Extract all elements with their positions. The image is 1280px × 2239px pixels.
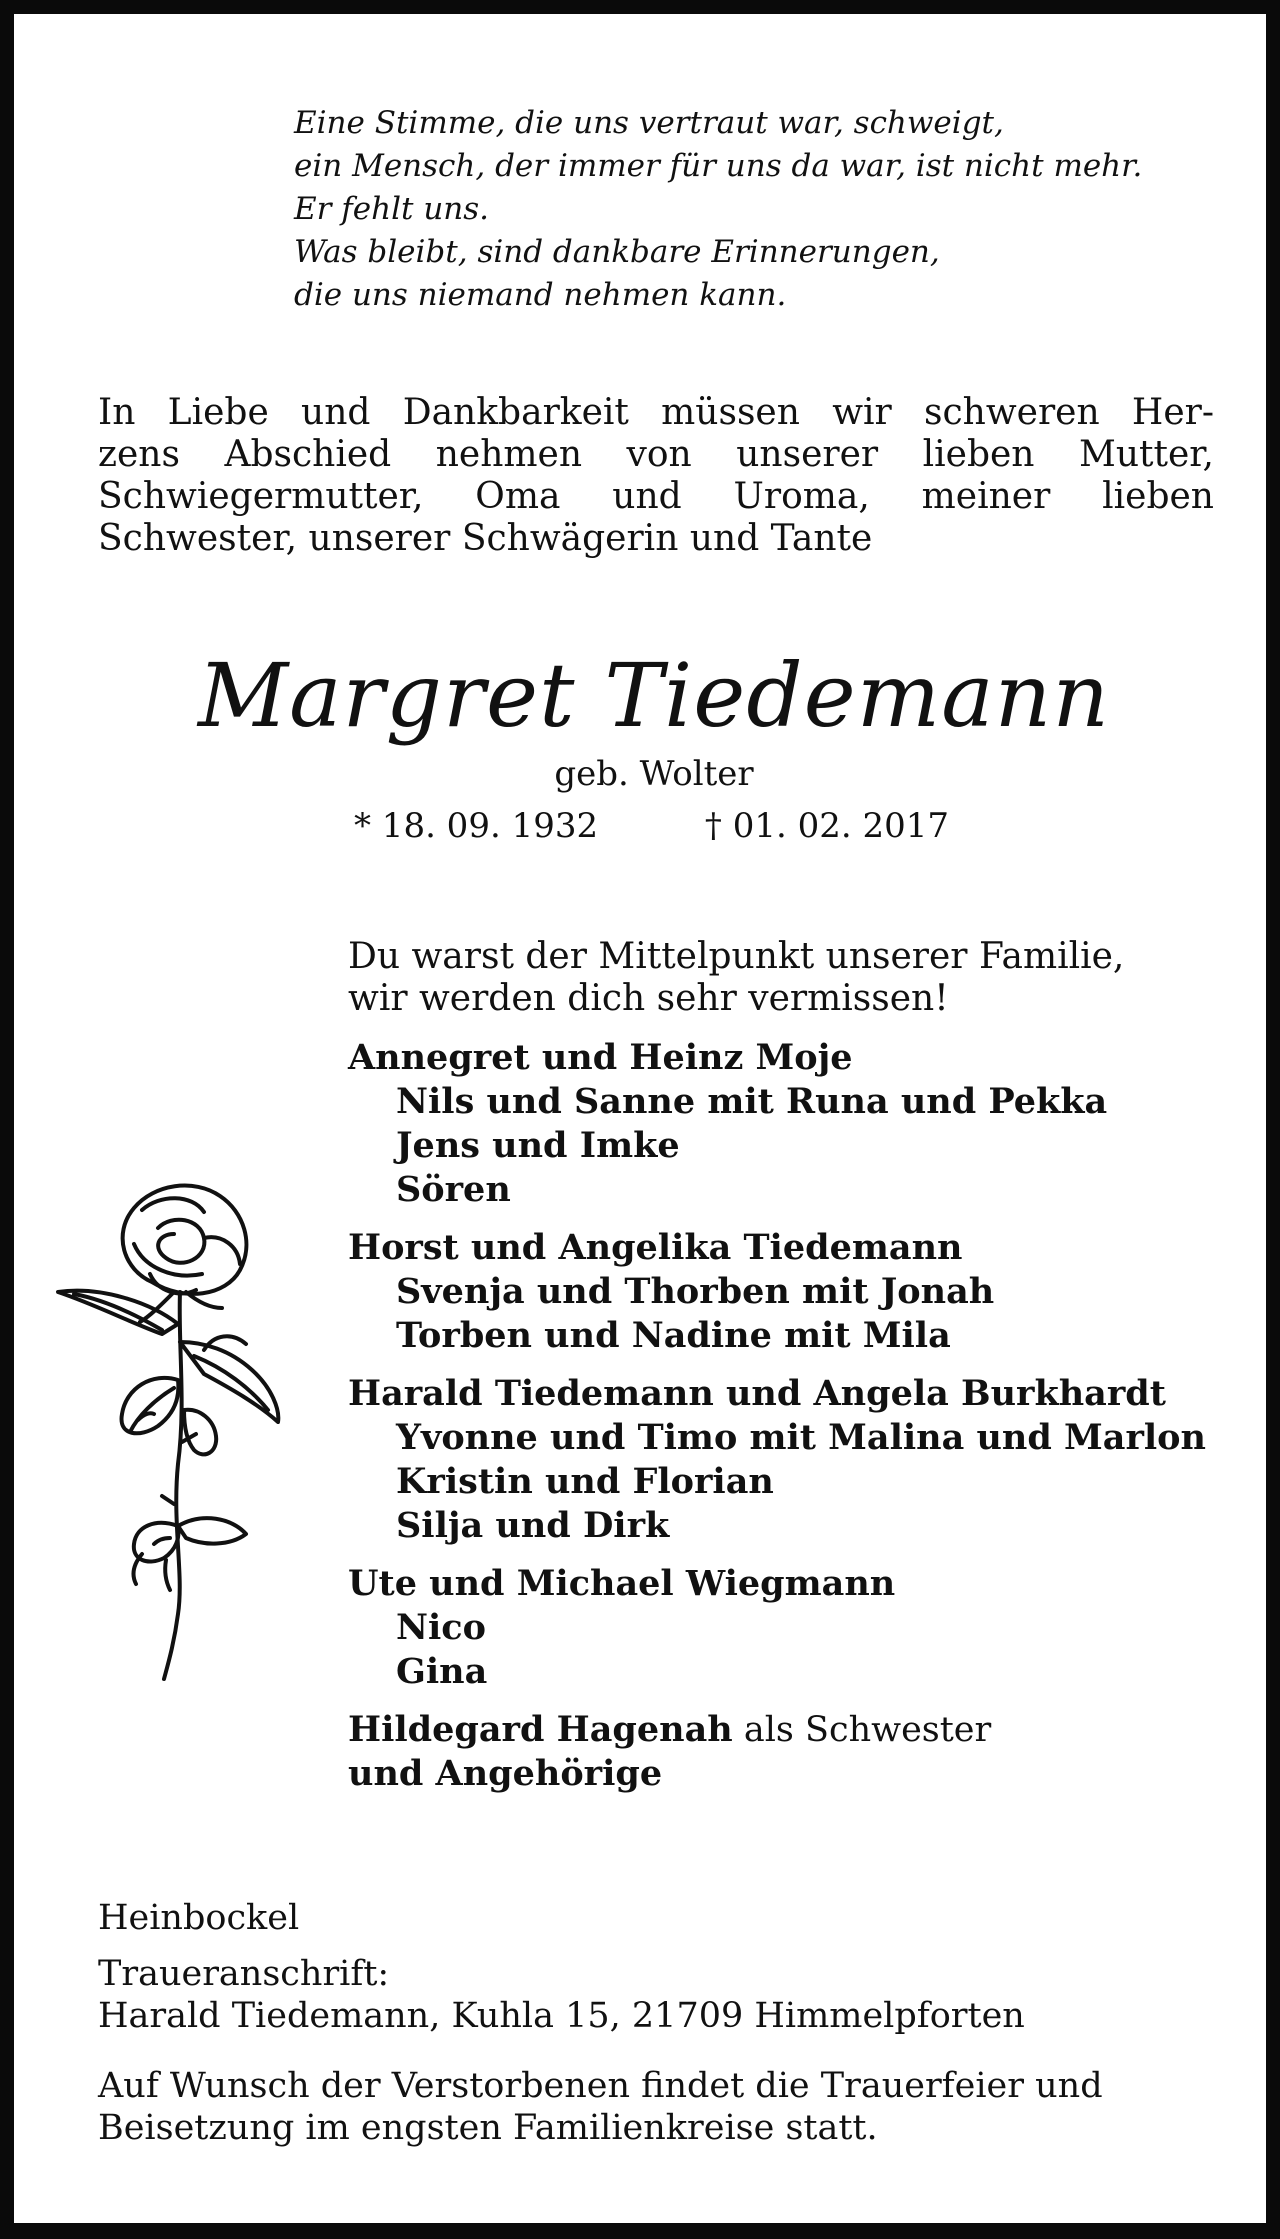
family-group: [348, 1562, 1248, 1694]
footer: [98, 1897, 1228, 2149]
family-member: Jens und Imke: [396, 1125, 680, 1166]
sister-role: als Schwester: [732, 1710, 992, 1750]
poem-line: Eine Stimme, die uns vertraut war, schweigt,: [294, 105, 1004, 141]
family-member: Torben und Nadine mit Mila: [396, 1315, 951, 1356]
life-dates: [354, 806, 949, 846]
family-group: [348, 1372, 1248, 1548]
family-head: Harald Tiedemann und Angela Burkhardt: [348, 1373, 1166, 1414]
tagline: [348, 936, 1124, 1020]
note-line: Beisetzung im engsten Familienkreise statt.: [98, 2108, 878, 2148]
family-member: Sören: [396, 1169, 511, 1210]
family-member: Gina: [396, 1651, 488, 1692]
note-line: Auf Wunsch der Verstorbenen findet die Trauerfeier und: [98, 2066, 1103, 2106]
intro-line: Schwiegermutter, Oma und Uroma, meiner lieben: [98, 476, 1214, 517]
poem-line: Was bleibt, sind dankbare Erinnerungen,: [294, 234, 940, 270]
family-member: Yvonne und Timo mit Malina und Marlon: [396, 1417, 1206, 1458]
family-member: Nico: [396, 1607, 486, 1648]
family-member: Nils und Sanne mit Runa und Pekka: [396, 1081, 1108, 1122]
death-date: † 01. 02. 2017: [704, 806, 949, 846]
family-head: Horst und Angelika Tiedemann: [348, 1227, 963, 1268]
poem: [294, 102, 1254, 317]
rose-icon: [54, 1174, 324, 1684]
family-member: Silja und Dirk: [396, 1505, 670, 1546]
family-member: Kristin und Florian: [396, 1461, 774, 1502]
poem-line: die uns niemand nehmen kann.: [294, 277, 787, 313]
intro-line: In Liebe und Dankbarkeit müssen wir schweren Her-: [98, 392, 1214, 433]
family-member: Svenja und Thorben mit Jonah: [396, 1271, 995, 1312]
intro-paragraph: [98, 392, 1214, 560]
intro-line: zens Abschied nehmen von unserer lieben Mutter,: [98, 434, 1214, 475]
family-group: [348, 1226, 1248, 1358]
relatives-line: und Angehörige: [348, 1753, 663, 1794]
birth-date: * 18. 09. 1932: [354, 806, 599, 846]
place: Heinbockel: [98, 1898, 300, 1938]
address-label: Traueranschrift:: [98, 1954, 390, 1994]
address: Harald Tiedemann, Kuhla 15, 21709 Himmelpforten: [98, 1996, 1025, 2036]
poem-line: ein Mensch, der immer für uns da war, ist nicht mehr.: [294, 148, 1143, 184]
mourners-list: [348, 1036, 1248, 1810]
tagline-line: wir werden dich sehr vermissen!: [348, 978, 949, 1019]
family-group: [348, 1036, 1248, 1212]
poem-line: Er fehlt uns.: [294, 191, 490, 227]
sister-name: Hildegard Hagenah: [348, 1709, 733, 1750]
family-head: Ute und Michael Wiegmann: [348, 1563, 896, 1604]
sister-line: [348, 1708, 1248, 1752]
family-group-sister: [348, 1708, 1248, 1796]
maiden-name: geb. Wolter: [554, 754, 754, 794]
deceased-name: Margret Tiedemann: [197, 644, 1111, 747]
tagline-line: Du warst der Mittelpunkt unserer Familie,: [348, 936, 1125, 977]
family-head: Annegret und Heinz Moje: [348, 1037, 853, 1078]
intro-line: Schwester, unserer Schwägerin und Tante: [98, 518, 873, 559]
